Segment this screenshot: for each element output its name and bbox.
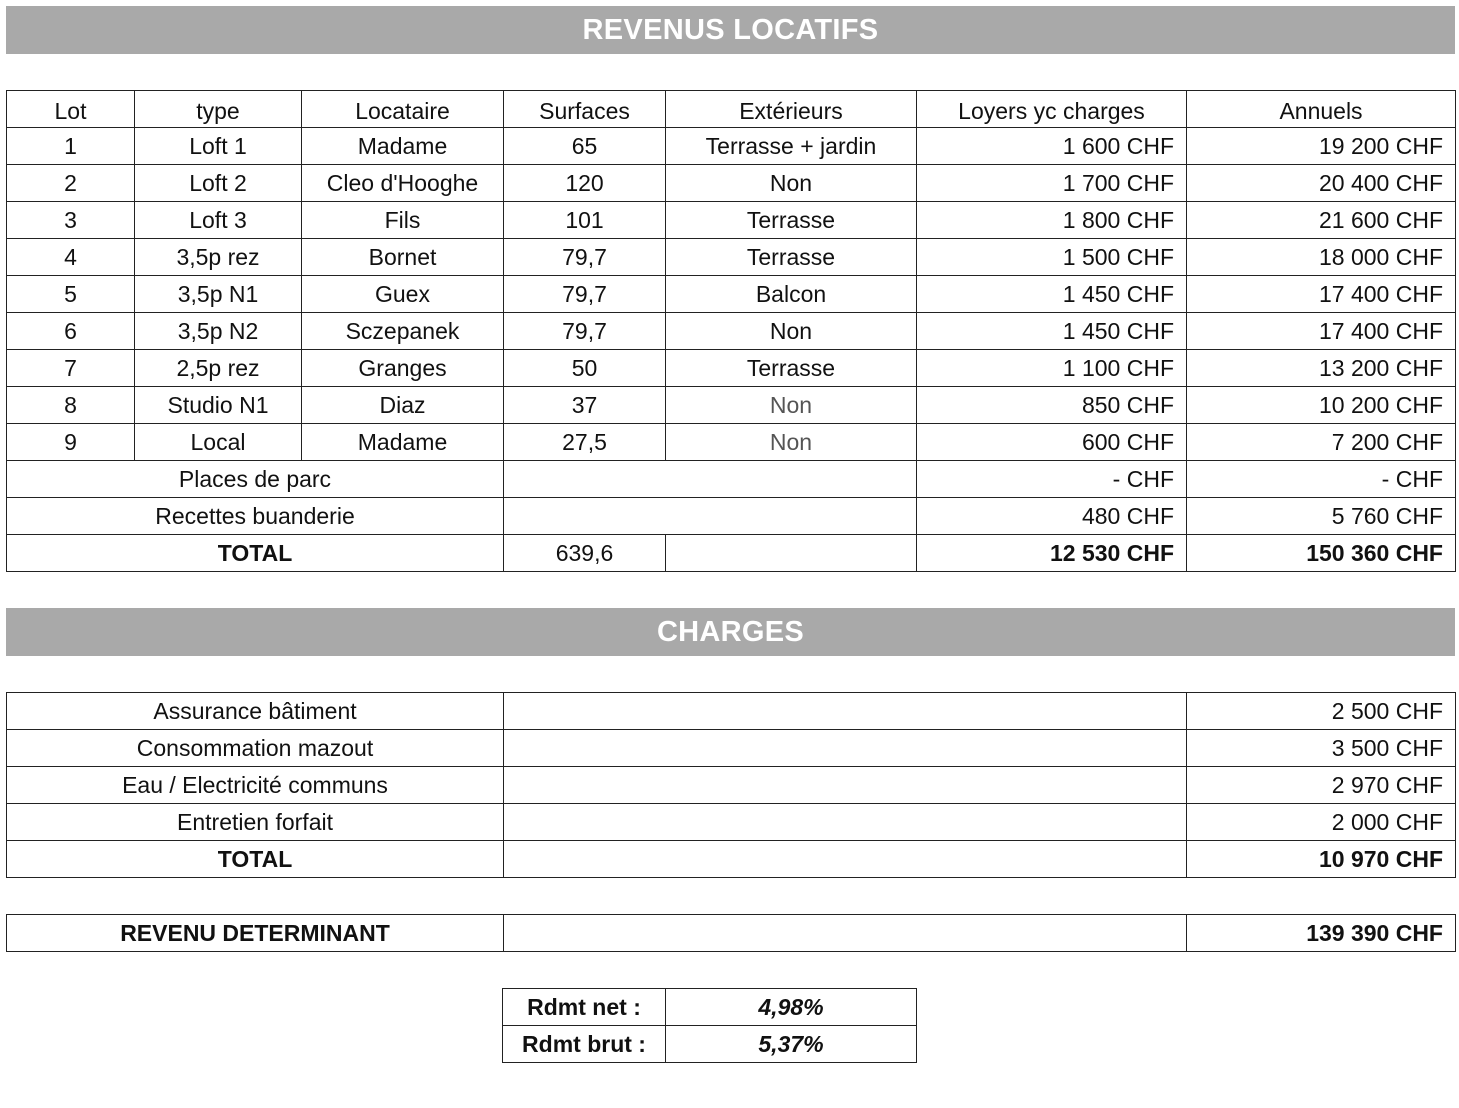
extra-annuel: 5 760 CHF [1187, 498, 1456, 535]
cell-type: 3,5p N1 [135, 276, 302, 313]
charge-label: Entretien forfait [7, 804, 504, 841]
cell-surface: 79,7 [504, 239, 666, 276]
cell-loyer: 1 600 CHF [917, 128, 1187, 165]
charge-value: 2 500 CHF [1187, 693, 1456, 730]
cell-annuel: 13 200 CHF [1187, 350, 1456, 387]
cell-lot: 2 [7, 165, 135, 202]
cell-locataire: Madame [302, 128, 504, 165]
cell-annuel: 17 400 CHF [1187, 276, 1456, 313]
revenu-determinant-table [6, 914, 1456, 952]
cell-type: 3,5p rez [135, 239, 302, 276]
cell-exterieur: Non [666, 387, 917, 424]
cell-loyer: 600 CHF [917, 424, 1187, 461]
charge-value: 2 970 CHF [1187, 767, 1456, 804]
cell-type: Loft 3 [135, 202, 302, 239]
cell-exterieur: Balcon [666, 276, 917, 313]
cell-exterieur: Terrasse + jardin [666, 128, 917, 165]
extra-loyer: 480 CHF [917, 498, 1187, 535]
cell-loyer: 1 500 CHF [917, 239, 1187, 276]
cell-locataire: Madame [302, 424, 504, 461]
cell-annuel: 20 400 CHF [1187, 165, 1456, 202]
cell-lot: 4 [7, 239, 135, 276]
table-row [7, 387, 1456, 424]
table-row [7, 350, 1456, 387]
charge-label: Consommation mazout [7, 730, 504, 767]
cell-annuel: 10 200 CHF [1187, 387, 1456, 424]
extra-label: Recettes buanderie [7, 498, 504, 535]
table-row [7, 730, 1456, 767]
cell-exterieur: Terrasse [666, 350, 917, 387]
extra-row-parc [7, 461, 1456, 498]
table-row [7, 424, 1456, 461]
cell-type: Loft 1 [135, 128, 302, 165]
cell-surface: 120 [504, 165, 666, 202]
revenus-banner [6, 6, 1455, 54]
charges-total-row [7, 841, 1456, 878]
cell-loyer: 1 450 CHF [917, 276, 1187, 313]
charge-empty [504, 804, 1187, 841]
cell-locataire: Diaz [302, 387, 504, 424]
cell-annuel: 7 200 CHF [1187, 424, 1456, 461]
total-loyer: 12 530 CHF [917, 535, 1187, 572]
cell-surface: 37 [504, 387, 666, 424]
cell-exterieur: Non [666, 424, 917, 461]
extra-loyer: - CHF [917, 461, 1187, 498]
header-exterieurs: Extérieurs [666, 91, 917, 128]
total-empty [666, 535, 917, 572]
cell-locataire: Sczepanek [302, 313, 504, 350]
cell-annuel: 18 000 CHF [1187, 239, 1456, 276]
total-label: TOTAL [7, 535, 504, 572]
table-row [7, 767, 1456, 804]
cell-locataire: Bornet [302, 239, 504, 276]
revenus-total-row [7, 535, 1456, 572]
charges-table [6, 692, 1456, 878]
cell-exterieur: Terrasse [666, 239, 917, 276]
charge-value: 2 000 CHF [1187, 804, 1456, 841]
cell-lot: 9 [7, 424, 135, 461]
header-type: type [135, 91, 302, 128]
rendement-brut-label: Rdmt brut : [503, 1026, 666, 1063]
table-row [7, 276, 1456, 313]
extra-empty [504, 498, 917, 535]
table-row [7, 239, 1456, 276]
cell-type: Loft 2 [135, 165, 302, 202]
cell-annuel: 21 600 CHF [1187, 202, 1456, 239]
table-row [7, 693, 1456, 730]
charge-empty [504, 767, 1187, 804]
extra-label: Places de parc [7, 461, 504, 498]
cell-type: 2,5p rez [135, 350, 302, 387]
cell-loyer: 850 CHF [917, 387, 1187, 424]
extra-row-buanderie [7, 498, 1456, 535]
cell-lot: 5 [7, 276, 135, 313]
cell-surface: 27,5 [504, 424, 666, 461]
cell-surface: 50 [504, 350, 666, 387]
cell-locataire: Cleo d'Hooghe [302, 165, 504, 202]
rendement-net-value: 4,98% [666, 989, 917, 1026]
table-row [7, 165, 1456, 202]
header-locataire: Locataire [302, 91, 504, 128]
header-loyers: Loyers yc charges [917, 91, 1187, 128]
cell-exterieur: Non [666, 165, 917, 202]
revenus-table [6, 90, 1456, 572]
cell-locataire: Fils [302, 202, 504, 239]
cell-lot: 1 [7, 128, 135, 165]
revenu-determinant-row [7, 915, 1456, 952]
header-lot: Lot [7, 91, 135, 128]
cell-surface: 79,7 [504, 313, 666, 350]
cell-type: Studio N1 [135, 387, 302, 424]
rendement-net-label: Rdmt net : [503, 989, 666, 1026]
cell-type: Local [135, 424, 302, 461]
table-row [7, 202, 1456, 239]
total-surface: 639,6 [504, 535, 666, 572]
cell-surface: 101 [504, 202, 666, 239]
rendement-net-row [503, 989, 917, 1026]
cell-exterieur: Non [666, 313, 917, 350]
total-annuel: 150 360 CHF [1187, 535, 1456, 572]
charges-total-value: 10 970 CHF [1187, 841, 1456, 878]
cell-locataire: Granges [302, 350, 504, 387]
cell-surface: 65 [504, 128, 666, 165]
revenu-determinant-empty [504, 915, 1187, 952]
revenu-determinant-value: 139 390 CHF [1187, 915, 1456, 952]
header-surfaces: Surfaces [504, 91, 666, 128]
rendement-brut-row [503, 1026, 917, 1063]
rendement-table [502, 988, 917, 1063]
revenu-determinant-label: REVENU DETERMINANT [7, 915, 504, 952]
cell-type: 3,5p N2 [135, 313, 302, 350]
charge-empty [504, 841, 1187, 878]
revenus-title: REVENUS LOCATIFS [582, 13, 879, 46]
rendement-brut-value: 5,37% [666, 1026, 917, 1063]
cell-loyer: 1 700 CHF [917, 165, 1187, 202]
cell-lot: 7 [7, 350, 135, 387]
table-row [7, 128, 1456, 165]
charge-empty [504, 693, 1187, 730]
cell-locataire: Guex [302, 276, 504, 313]
table-row [7, 313, 1456, 350]
cell-annuel: 19 200 CHF [1187, 128, 1456, 165]
charges-title: CHARGES [656, 615, 805, 648]
revenus-header-row [7, 91, 1456, 128]
header-annuels: Annuels [1187, 91, 1456, 128]
charge-empty [504, 730, 1187, 767]
charge-label: Eau / Electricité communs [7, 767, 504, 804]
cell-lot: 6 [7, 313, 135, 350]
charges-total-label: TOTAL [7, 841, 504, 878]
table-row [7, 804, 1456, 841]
extra-empty [504, 461, 917, 498]
charge-value: 3 500 CHF [1187, 730, 1456, 767]
cell-exterieur: Terrasse [666, 202, 917, 239]
cell-lot: 8 [7, 387, 135, 424]
charges-banner [6, 608, 1455, 656]
cell-surface: 79,7 [504, 276, 666, 313]
cell-loyer: 1 800 CHF [917, 202, 1187, 239]
cell-loyer: 1 100 CHF [917, 350, 1187, 387]
cell-loyer: 1 450 CHF [917, 313, 1187, 350]
cell-lot: 3 [7, 202, 135, 239]
charge-label: Assurance bâtiment [7, 693, 504, 730]
cell-annuel: 17 400 CHF [1187, 313, 1456, 350]
extra-annuel: - CHF [1187, 461, 1456, 498]
